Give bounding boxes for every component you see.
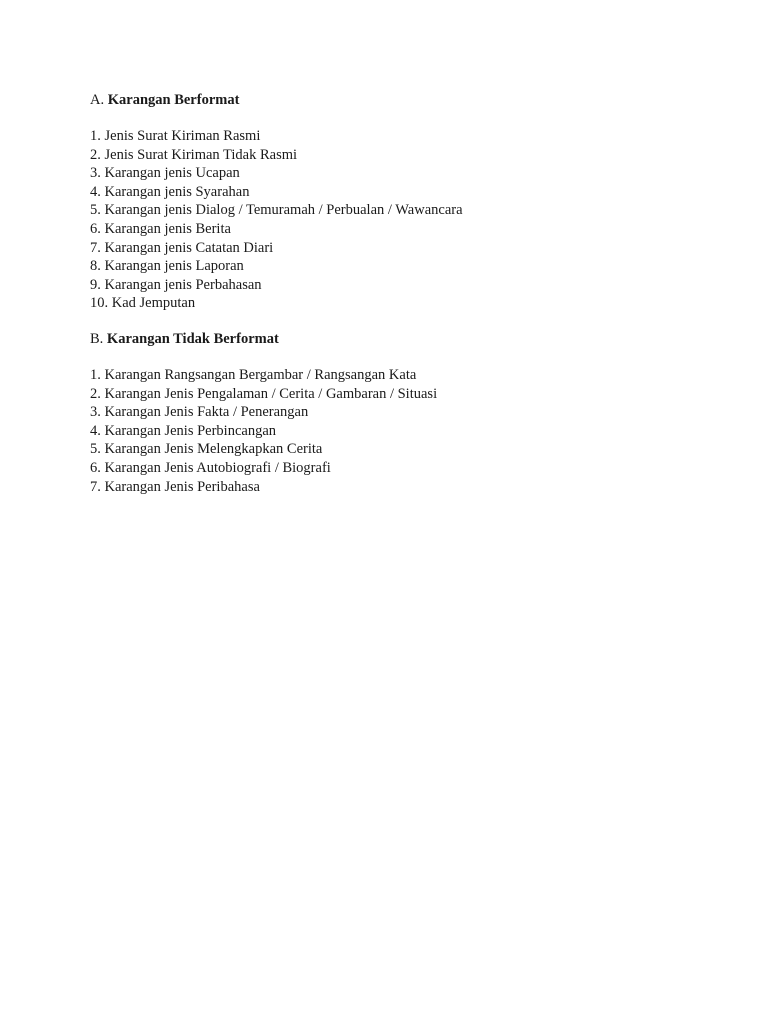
list-item: 9. Karangan jenis Perbahasan	[90, 276, 262, 293]
section-b-title: Karangan Tidak Berformat	[106, 330, 279, 347]
list-item: 5. Karangan Jenis Melengkapkan Cerita	[90, 441, 323, 458]
list-item: 1. Karangan Rangsangan Bergambar / Rangsangan Kata	[90, 366, 417, 383]
list-item: 2. Jenis Surat Kiriman Tidak Rasmi	[90, 146, 298, 163]
list-item: 10. Kad Jemputan	[90, 295, 196, 312]
section-a-list	[90, 127, 730, 313]
list-item: 8. Karangan jenis Laporan	[90, 258, 244, 275]
list-item: 6. Karangan jenis Berita	[90, 220, 231, 237]
section-b-list	[90, 366, 730, 496]
document-body	[90, 90, 730, 496]
list-item: 6. Karangan Jenis Autobiografi / Biografi	[90, 459, 331, 476]
section-a	[90, 90, 730, 313]
list-item: 5. Karangan jenis Dialog / Temuramah / Perbualan / Wawancara	[90, 202, 463, 219]
section-b-prefix: B.	[90, 330, 104, 347]
list-item: 3. Karangan Jenis Fakta / Penerangan	[90, 404, 309, 421]
list-item: 7. Karangan jenis Catatan Diari	[90, 239, 274, 256]
list-item: 1. Jenis Surat Kiriman Rasmi	[90, 128, 261, 144]
section-a-heading	[90, 90, 730, 110]
section-a-title: Karangan Berformat	[107, 92, 240, 108]
list-item: 4. Karangan jenis Syarahan	[90, 183, 250, 200]
list-item: 3. Karangan jenis Ucapan	[90, 165, 240, 182]
list-item: 4. Karangan Jenis Perbincangan	[90, 422, 277, 439]
section-b-heading	[90, 329, 730, 349]
section-a-prefix: A.	[90, 92, 105, 108]
section-b	[90, 329, 730, 496]
list-item: 7. Karangan Jenis Peribahasa	[90, 478, 260, 495]
list-item: 2. Karangan Jenis Pengalaman / Cerita / Gambaran / Situasi	[90, 385, 438, 402]
